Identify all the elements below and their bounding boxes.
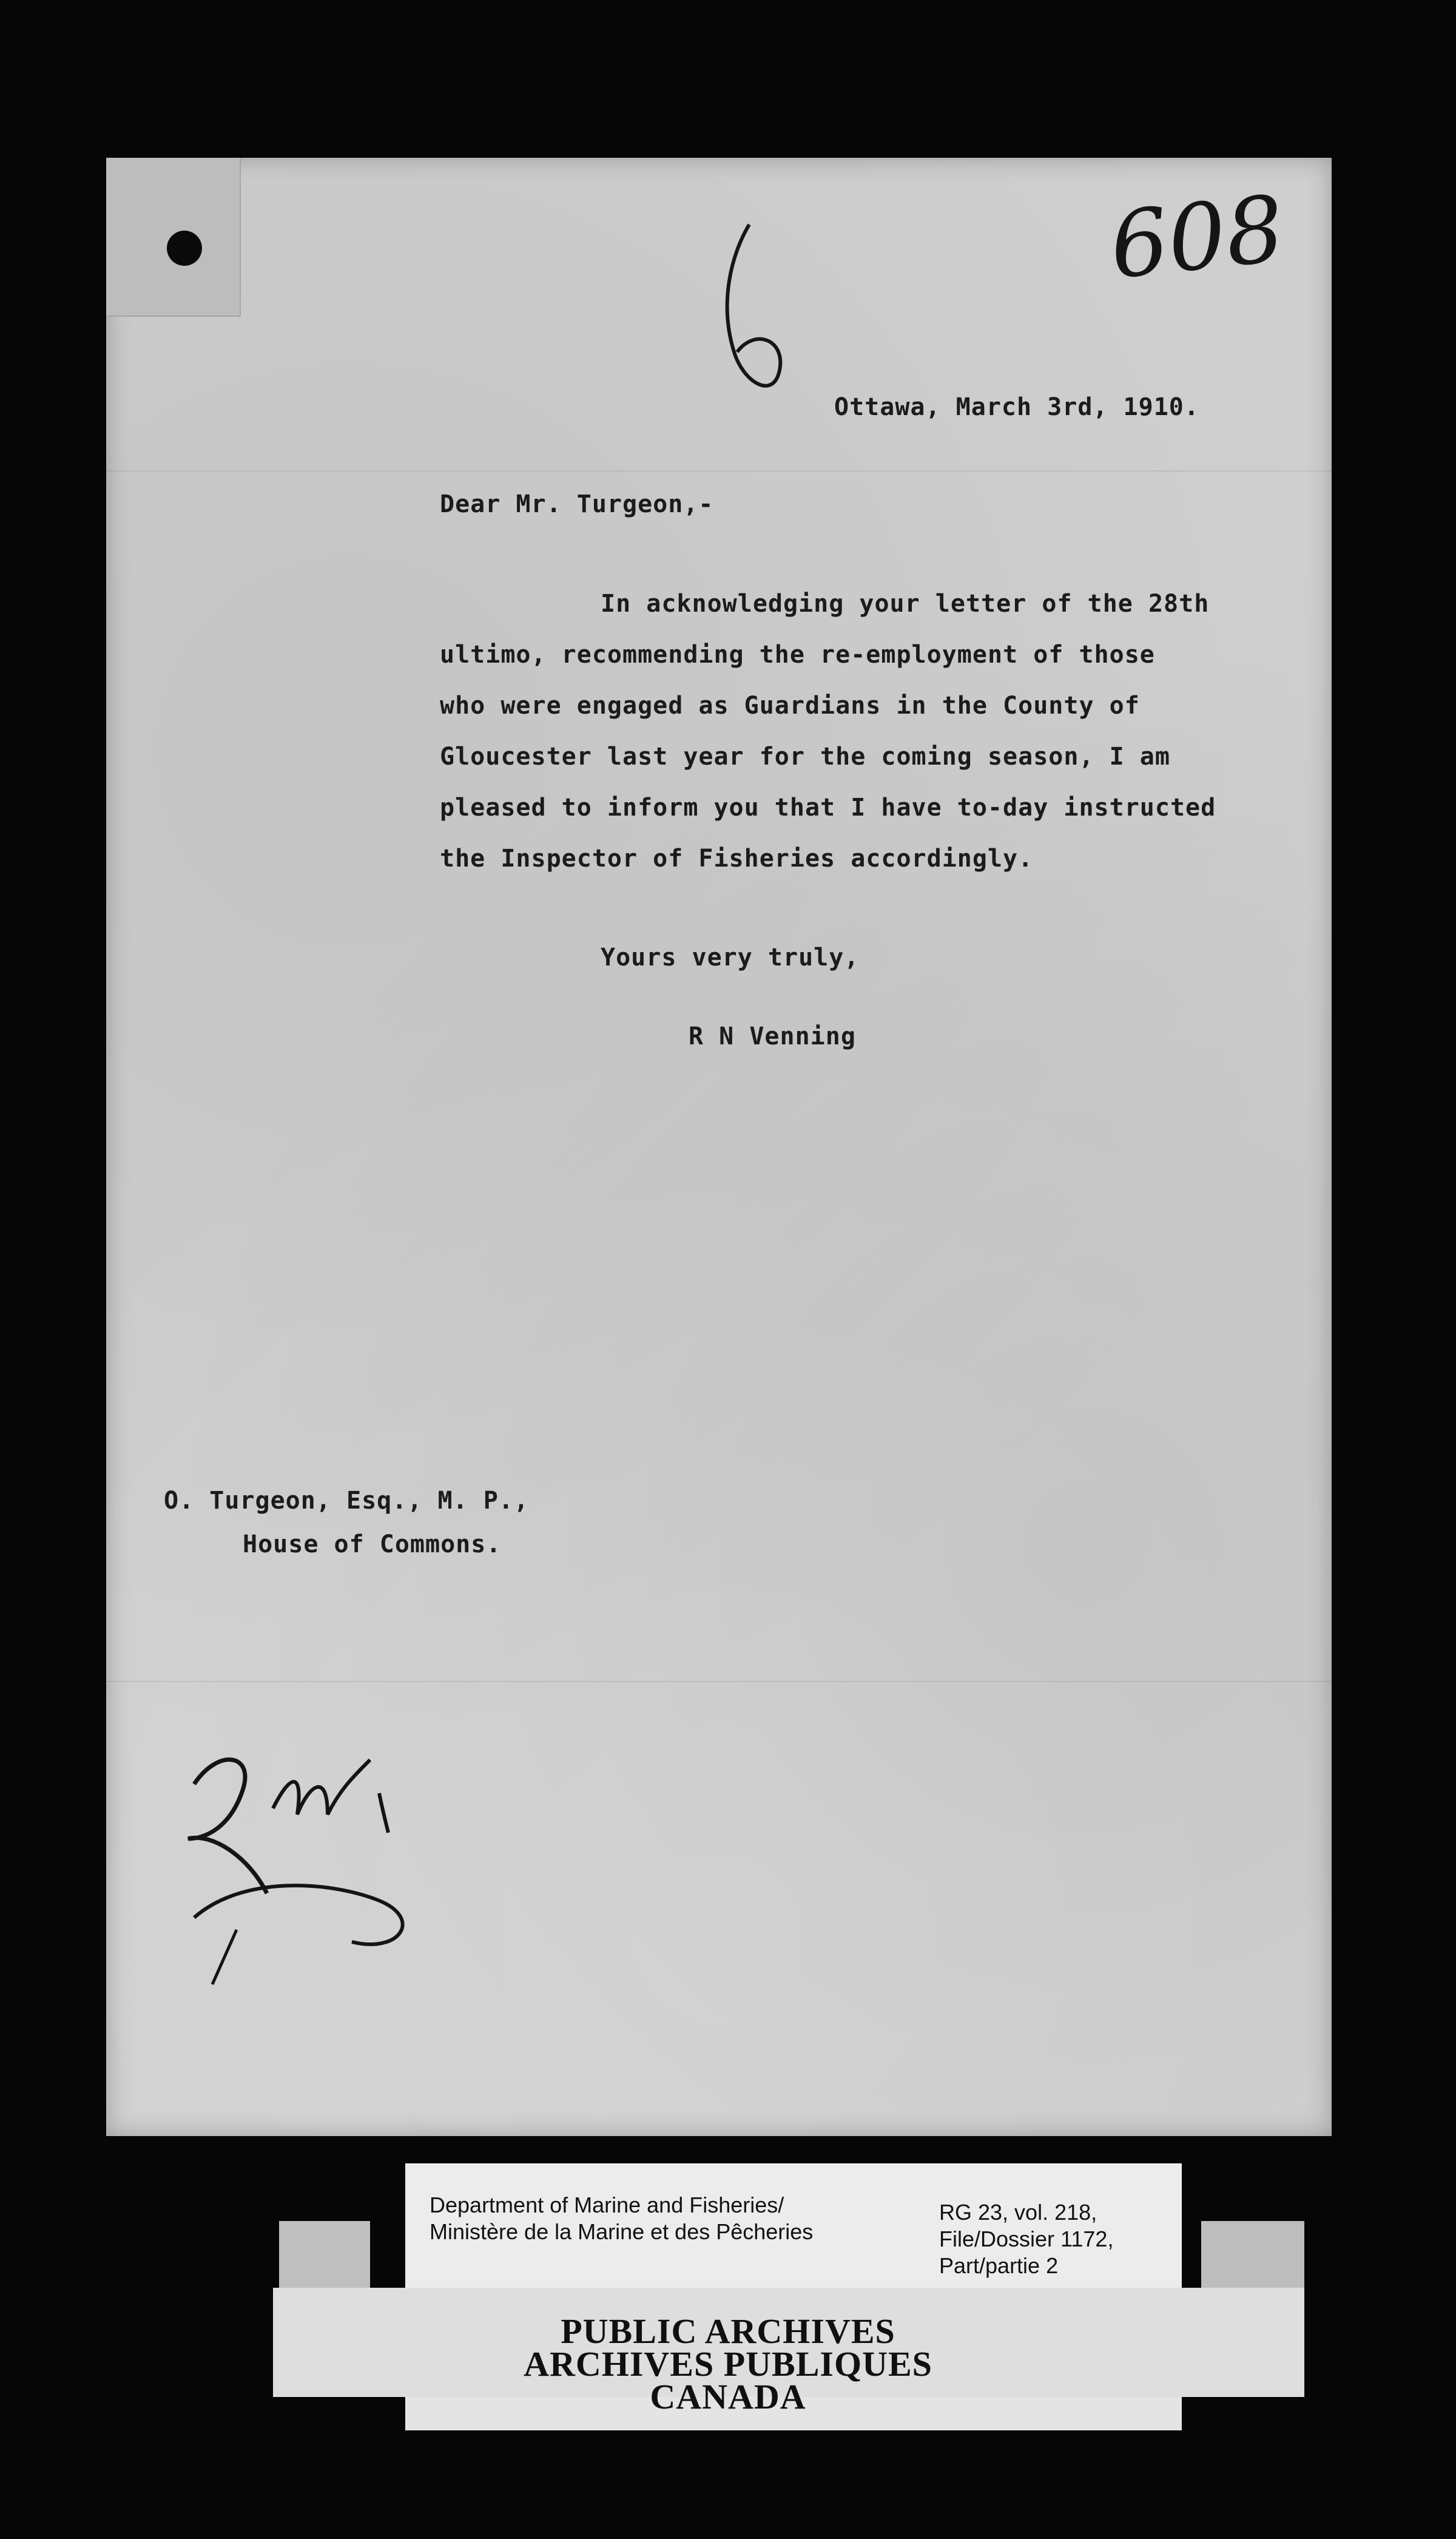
closing: Yours very truly,	[601, 944, 860, 972]
archives-country: CANADA	[650, 2377, 806, 2416]
dateline: Ottawa, March 3rd, 1910.	[834, 393, 1199, 421]
addressee-address: House of Commons.	[243, 1530, 502, 1558]
body-line: who were engaged as Guardians in the County of	[440, 692, 1140, 720]
margin-mark	[707, 218, 792, 419]
department-line: Ministère de la Marine et des Pêcheries	[430, 2219, 814, 2244]
letter-page	[106, 158, 1332, 2136]
label-tab-left	[279, 2221, 370, 2294]
reference-line: RG 23, vol. 218,	[939, 2200, 1097, 2225]
signature-typed: R N Venning	[689, 1023, 856, 1050]
reference-line: Part/partie 2	[939, 2253, 1059, 2278]
archive-reference-header	[405, 2163, 1182, 2300]
department-line: Department of Marine and Fisheries/	[430, 2192, 784, 2217]
handwritten-initials	[170, 1736, 473, 1990]
fold-line	[106, 470, 1332, 472]
reference-line: File/Dossier 1172,	[939, 2226, 1114, 2251]
addressee-name: O. Turgeon, Esq., M. P.,	[164, 1487, 529, 1515]
body-line: the Inspector of Fisheries accordingly.	[440, 845, 1034, 873]
fold-line	[106, 1681, 1332, 1682]
archives-title: PUBLIC ARCHIVES	[561, 2311, 895, 2351]
archives-title: ARCHIVES PUBLIQUES	[524, 2344, 932, 2384]
punch-hole	[167, 231, 202, 266]
body-line: In acknowledging your letter of the 28th	[601, 590, 1210, 618]
body-line: Gloucester last year for the coming season, I am	[440, 743, 1170, 771]
body-line: pleased to inform you that I have to-day instructed	[440, 794, 1216, 822]
body-line: ultimo, recommending the re-employment of those	[440, 641, 1155, 669]
page-number: 608	[1105, 176, 1289, 300]
salutation: Dear Mr. Turgeon,-	[440, 490, 714, 518]
